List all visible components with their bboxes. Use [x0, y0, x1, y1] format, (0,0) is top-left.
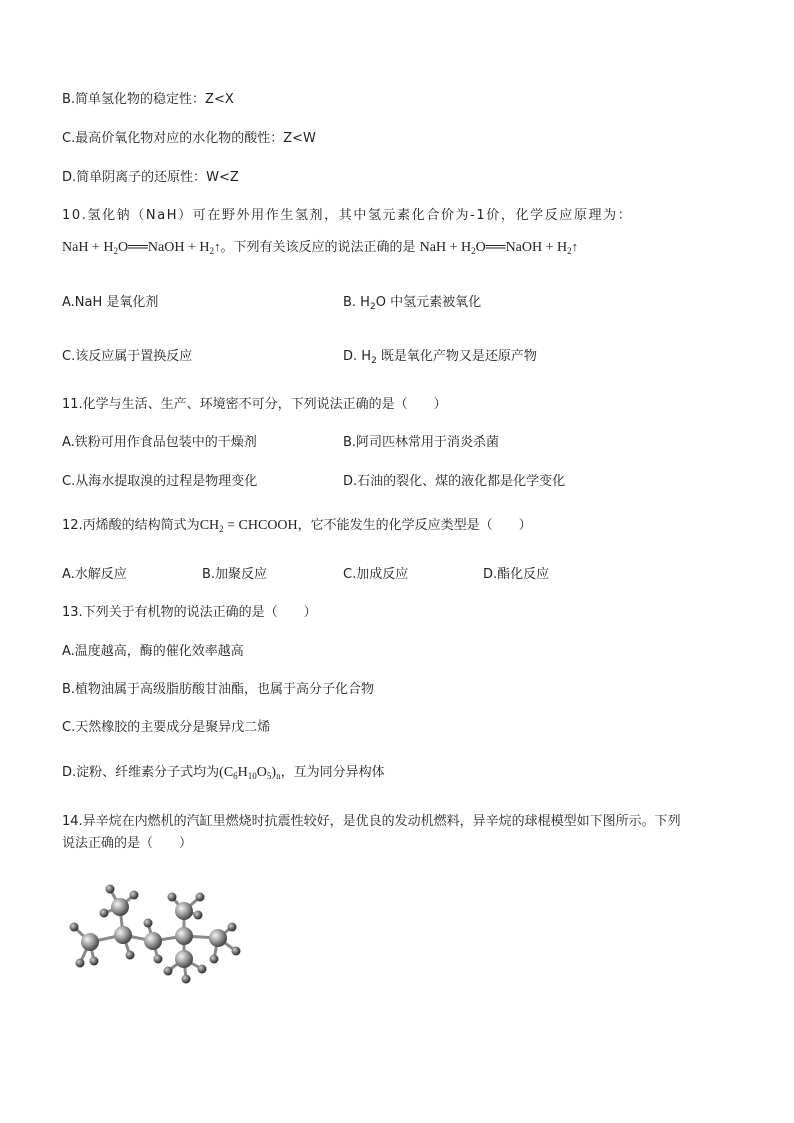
q11-option-a: A.铁粉可用作食品包装中的干燥剂 [62, 435, 257, 450]
q9-option-b: B.简单氢化物的稳定性：Z<X [62, 92, 234, 107]
q14-stem-line2: 说法正确的是（ ） [62, 836, 193, 851]
q11-option-c: C.从海水提取溴的过程是物理变化 [62, 474, 258, 489]
q13-option-a: A.温度越高，酶的催化效率越高 [62, 644, 244, 659]
q10-option-d: D. $H_2$ 既是氧化产物又是还原产物 [343, 349, 537, 366]
q11-stem: 11.化学与生活、生产、环境密不可分，下列说法正确的是（ ） [62, 397, 447, 412]
q12-option-a: A.水解反应 [62, 567, 127, 582]
q9-option-d: D.简单阴离子的还原性：W<Z [62, 170, 239, 185]
isooctane-ball-and-stick-model [60, 875, 250, 985]
q13-option-d: D.淀粉、纤维素分子式均为$(C_6H_{10}O_5)_n$，互为同分异构体 [62, 765, 385, 781]
q10-stem: 10.氢化钠（NaH）可在野外用作生氢剂，其中氢元素化合价为-1价，化学反应原理为： [62, 208, 633, 223]
q12-option-d: D.酯化反应 [483, 567, 550, 582]
equation-1: NaH + $H_2O══NaOH$ + $H_2↑$ [62, 239, 221, 256]
q13-stem: 13.下列关于有机物的说法正确的是（ ） [62, 605, 317, 620]
q10-stem-equation-line: NaH + $H_2O══NaOH$ + $H_2↑$。下列有关该反应的说法正确的是 NaH + $H_2O══NaOH$ + $H_2↑$ [62, 239, 579, 256]
q10-option-a: A.NaH 是氧化剂 [62, 295, 159, 310]
q13-option-b: B.植物油属于高级脂肪酸甘油酯，也属于高分子化合物 [62, 682, 375, 697]
q10-option-b: B. $H_2O$ 中氢元素被氧化 [343, 295, 482, 312]
q13-option-c: C.天然橡胶的主要成分是聚异戊二烯 [62, 720, 271, 735]
acrylic-acid-formula: $CH_2$ = CHCOOH [199, 518, 298, 534]
q10-option-c: C.该反应属于置换反应 [62, 349, 193, 364]
q12-option-c: C.加成反应 [343, 567, 409, 582]
q12-option-b: B.加聚反应 [202, 567, 268, 582]
equation-2: NaH + $H_2O══NaOH$ + $H_2↑$ [419, 239, 579, 256]
q11-option-b: B.阿司匹林常用于消炎杀菌 [343, 435, 500, 450]
q14-stem-line1: 14.异辛烷在内燃机的汽缸里燃烧时抗震性较好，是优良的发动机燃料，异辛烷的球棍模型如下图所示。下列 [62, 814, 681, 829]
q12-stem: 12.丙烯酸的结构简式为$CH_2$ = CHCOOH，它不能发生的化学反应类型是（ ） [62, 518, 532, 534]
q11-option-d: D.石油的裂化、煤的液化都是化学变化 [343, 474, 566, 489]
starch-formula: $(C_6H_{10}O_5)_n$ [219, 765, 281, 781]
q9-option-c: C.最高价氧化物对应的水化物的酸性：Z<W [62, 131, 316, 146]
